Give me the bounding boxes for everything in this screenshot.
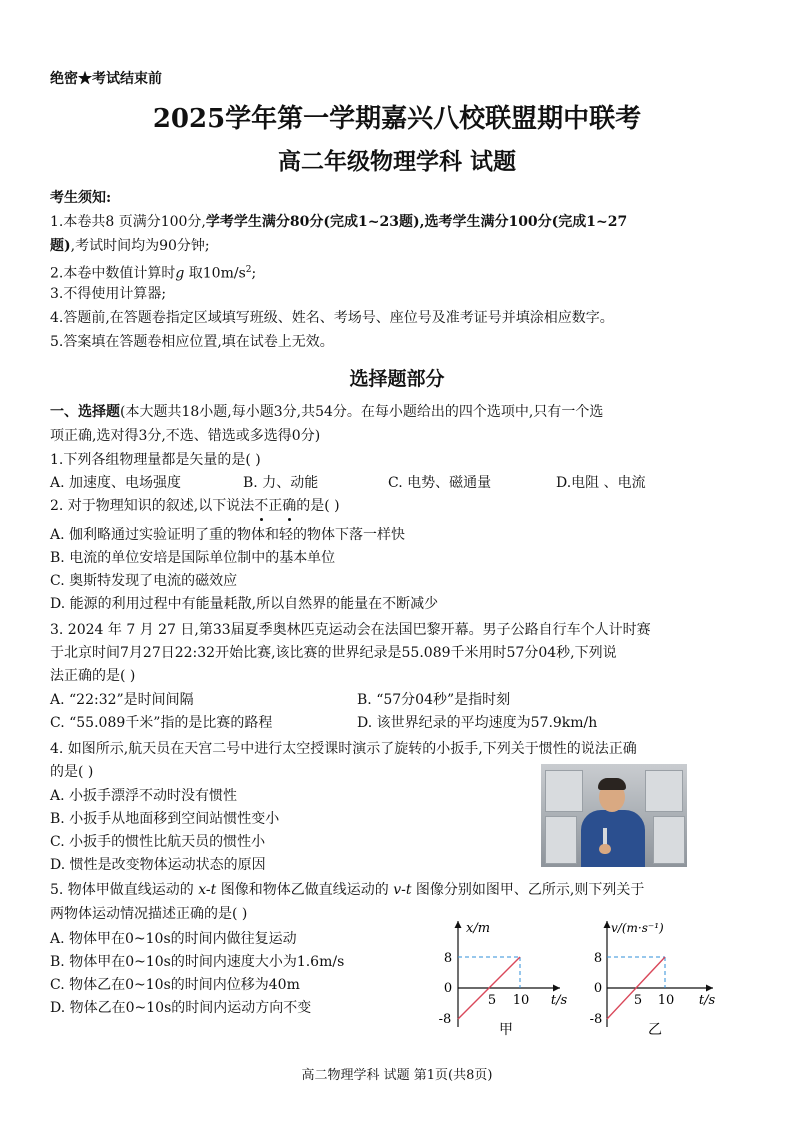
astronaut-hand — [599, 844, 611, 854]
graph-jia-xt — [428, 915, 576, 1040]
q1-option-b: B. 力、动能 — [243, 475, 319, 491]
tick-10: 10 — [657, 993, 675, 1008]
y-axis-label: v/(m·s⁻¹) — [611, 921, 664, 935]
station-panel-lower-right — [653, 816, 685, 864]
notice-item-1: 1.本卷共8 页满分100分,学考学生满分80分(完成1~23题),选考学生满分100分(完成1~27 — [50, 214, 628, 230]
notice-item-4: 4.答题前,在答题卷指定区域填写班级、姓名、考场号、座位号及准考证号并填涂相应数字。 — [50, 310, 614, 326]
part1-instructions: 一、选择题(本大题共18小题,每小题3分,共54分。在每小题给出的四个选项中,只有一个选 — [50, 404, 604, 420]
q2-stem: 2. 对于物理知识的叙述,以下说法不正确的是( ) — [50, 498, 340, 514]
q3-stem-line2: 于北京时间7月27日22:32开始比赛,该比赛的世界纪录是55.089千米用时57分04秒,下列说 — [50, 645, 617, 661]
tick-0: 0 — [593, 981, 603, 996]
q4-option-d: D. 惯性是改变物体运动状态的原因 — [50, 857, 266, 873]
tick-minus-8: -8 — [438, 1012, 452, 1027]
q2-option-a: A. 伽利略通过实验证明了重的物体和轻的物体下落一样快 — [50, 527, 406, 543]
tick-8: 8 — [593, 951, 603, 966]
tick-5: 5 — [633, 993, 643, 1008]
station-panel-right — [645, 770, 683, 812]
station-panel-left — [545, 770, 583, 812]
tick-8: 8 — [443, 951, 453, 966]
exam-title: 2025学年第一学期嘉兴八校联盟期中联考 — [152, 104, 642, 134]
station-panel-lower-left — [545, 816, 577, 864]
notice-item-5: 5.答案填在答题卷相应位置,填在试卷上无效。 — [50, 334, 334, 350]
notice-item-3: 3.不得使用计算器; — [50, 286, 167, 302]
q3-option-c: C. “55.089千米”指的是比赛的路程 — [50, 715, 273, 731]
tick-10: 10 — [512, 993, 530, 1008]
q1-option-d: D.电阻 、电流 — [556, 475, 646, 491]
q5-option-a: A. 物体甲在0~10s的时间内做往复运动 — [50, 931, 297, 947]
graph-caption: 乙 — [648, 1022, 662, 1038]
q5-option-b: B. 物体甲在0~10s的时间内速度大小为1.6m/s — [50, 954, 345, 970]
notice-item-1-cont: 题),考试时间均为90分钟; — [50, 238, 210, 254]
q2-option-b: B. 电流的单位安培是国际单位制中的基本单位 — [50, 550, 336, 566]
astronaut-body — [581, 810, 645, 867]
q4-option-b: B. 小扳手从地面移到空间站惯性变小 — [50, 811, 280, 827]
astronaut-hair — [598, 778, 626, 790]
q3-option-b: B. “57分04秒”是指时刻 — [357, 692, 511, 708]
tick-5: 5 — [487, 993, 497, 1008]
q1-stem: 1.下列各组物理量都是矢量的是( ) — [50, 452, 261, 468]
q3-option-a: A. “22:32”是时间间隔 — [50, 692, 194, 708]
astronaut-photo — [541, 764, 687, 867]
q3-option-d: D. 该世界纪录的平均速度为57.9km/h — [357, 715, 598, 731]
q5-option-c: C. 物体乙在0~10s的时间内位移为40m — [50, 977, 300, 993]
exam-subtitle: 高二年级物理学科 试题 — [277, 148, 516, 175]
q4-stem-line2: 的是( ) — [50, 764, 94, 780]
notice-item-2: 2.本卷中数值计算时g 取$10m/s^2$; — [50, 265, 257, 282]
graph-yi-vt — [587, 915, 737, 1040]
q2-option-c: C. 奥斯特发现了电流的磁效应 — [50, 573, 238, 589]
q1-option-c: C. 电势、磁通量 — [388, 475, 492, 491]
q4-stem-line1: 4. 如图所示,航天员在天宫二号中进行太空授课时演示了旋转的小扳手,下列关于惯性的说法正确 — [50, 741, 637, 757]
x-axis-label: t/s — [550, 993, 568, 1008]
graph-caption: 甲 — [499, 1022, 513, 1038]
notice-heading: 考生须知: — [50, 190, 112, 206]
y-axis-label: x/m — [466, 921, 491, 936]
page-footer: 高二物理学科 试题 第1页(共8页) — [301, 1068, 493, 1083]
q4-option-c: C. 小扳手的惯性比航天员的惯性小 — [50, 834, 266, 850]
q5-option-d: D. 物体乙在0~10s的时间内运动方向不变 — [50, 1000, 312, 1016]
q5-stem-line1: 5. 物体甲做直线运动的 x-t 图像和物体乙做直线运动的 v-t 图像分别如图甲、乙所示,则下列关于 — [50, 882, 645, 898]
part1-instructions-cont: 项正确,选对得3分,不选、错选或多选得0分) — [50, 428, 321, 444]
q3-stem-line3: 法正确的是( ) — [50, 668, 136, 684]
q1-option-a: A. 加速度、电场强度 — [50, 475, 182, 491]
confidential-mark: 绝密★考试结束前 — [50, 71, 162, 87]
tick-0: 0 — [443, 981, 453, 996]
q3-stem-line1: 3. 2024 年 7 月 27 日,第33届夏季奥林匹克运动会在法国巴黎开幕。男子公路自行车个人计时赛 — [50, 622, 651, 638]
q4-option-a: A. 小扳手漂浮不动时没有惯性 — [50, 788, 238, 804]
x-axis-label: t/s — [698, 993, 716, 1008]
section-title: 选择题部分 — [349, 368, 445, 390]
q5-stem-line2: 两物体运动情况描述正确的是( ) — [50, 906, 248, 922]
q2-option-d: D. 能源的利用过程中有能量耗散,所以自然界的能量在不断减少 — [50, 596, 439, 612]
tick-minus-8: -8 — [589, 1012, 603, 1027]
